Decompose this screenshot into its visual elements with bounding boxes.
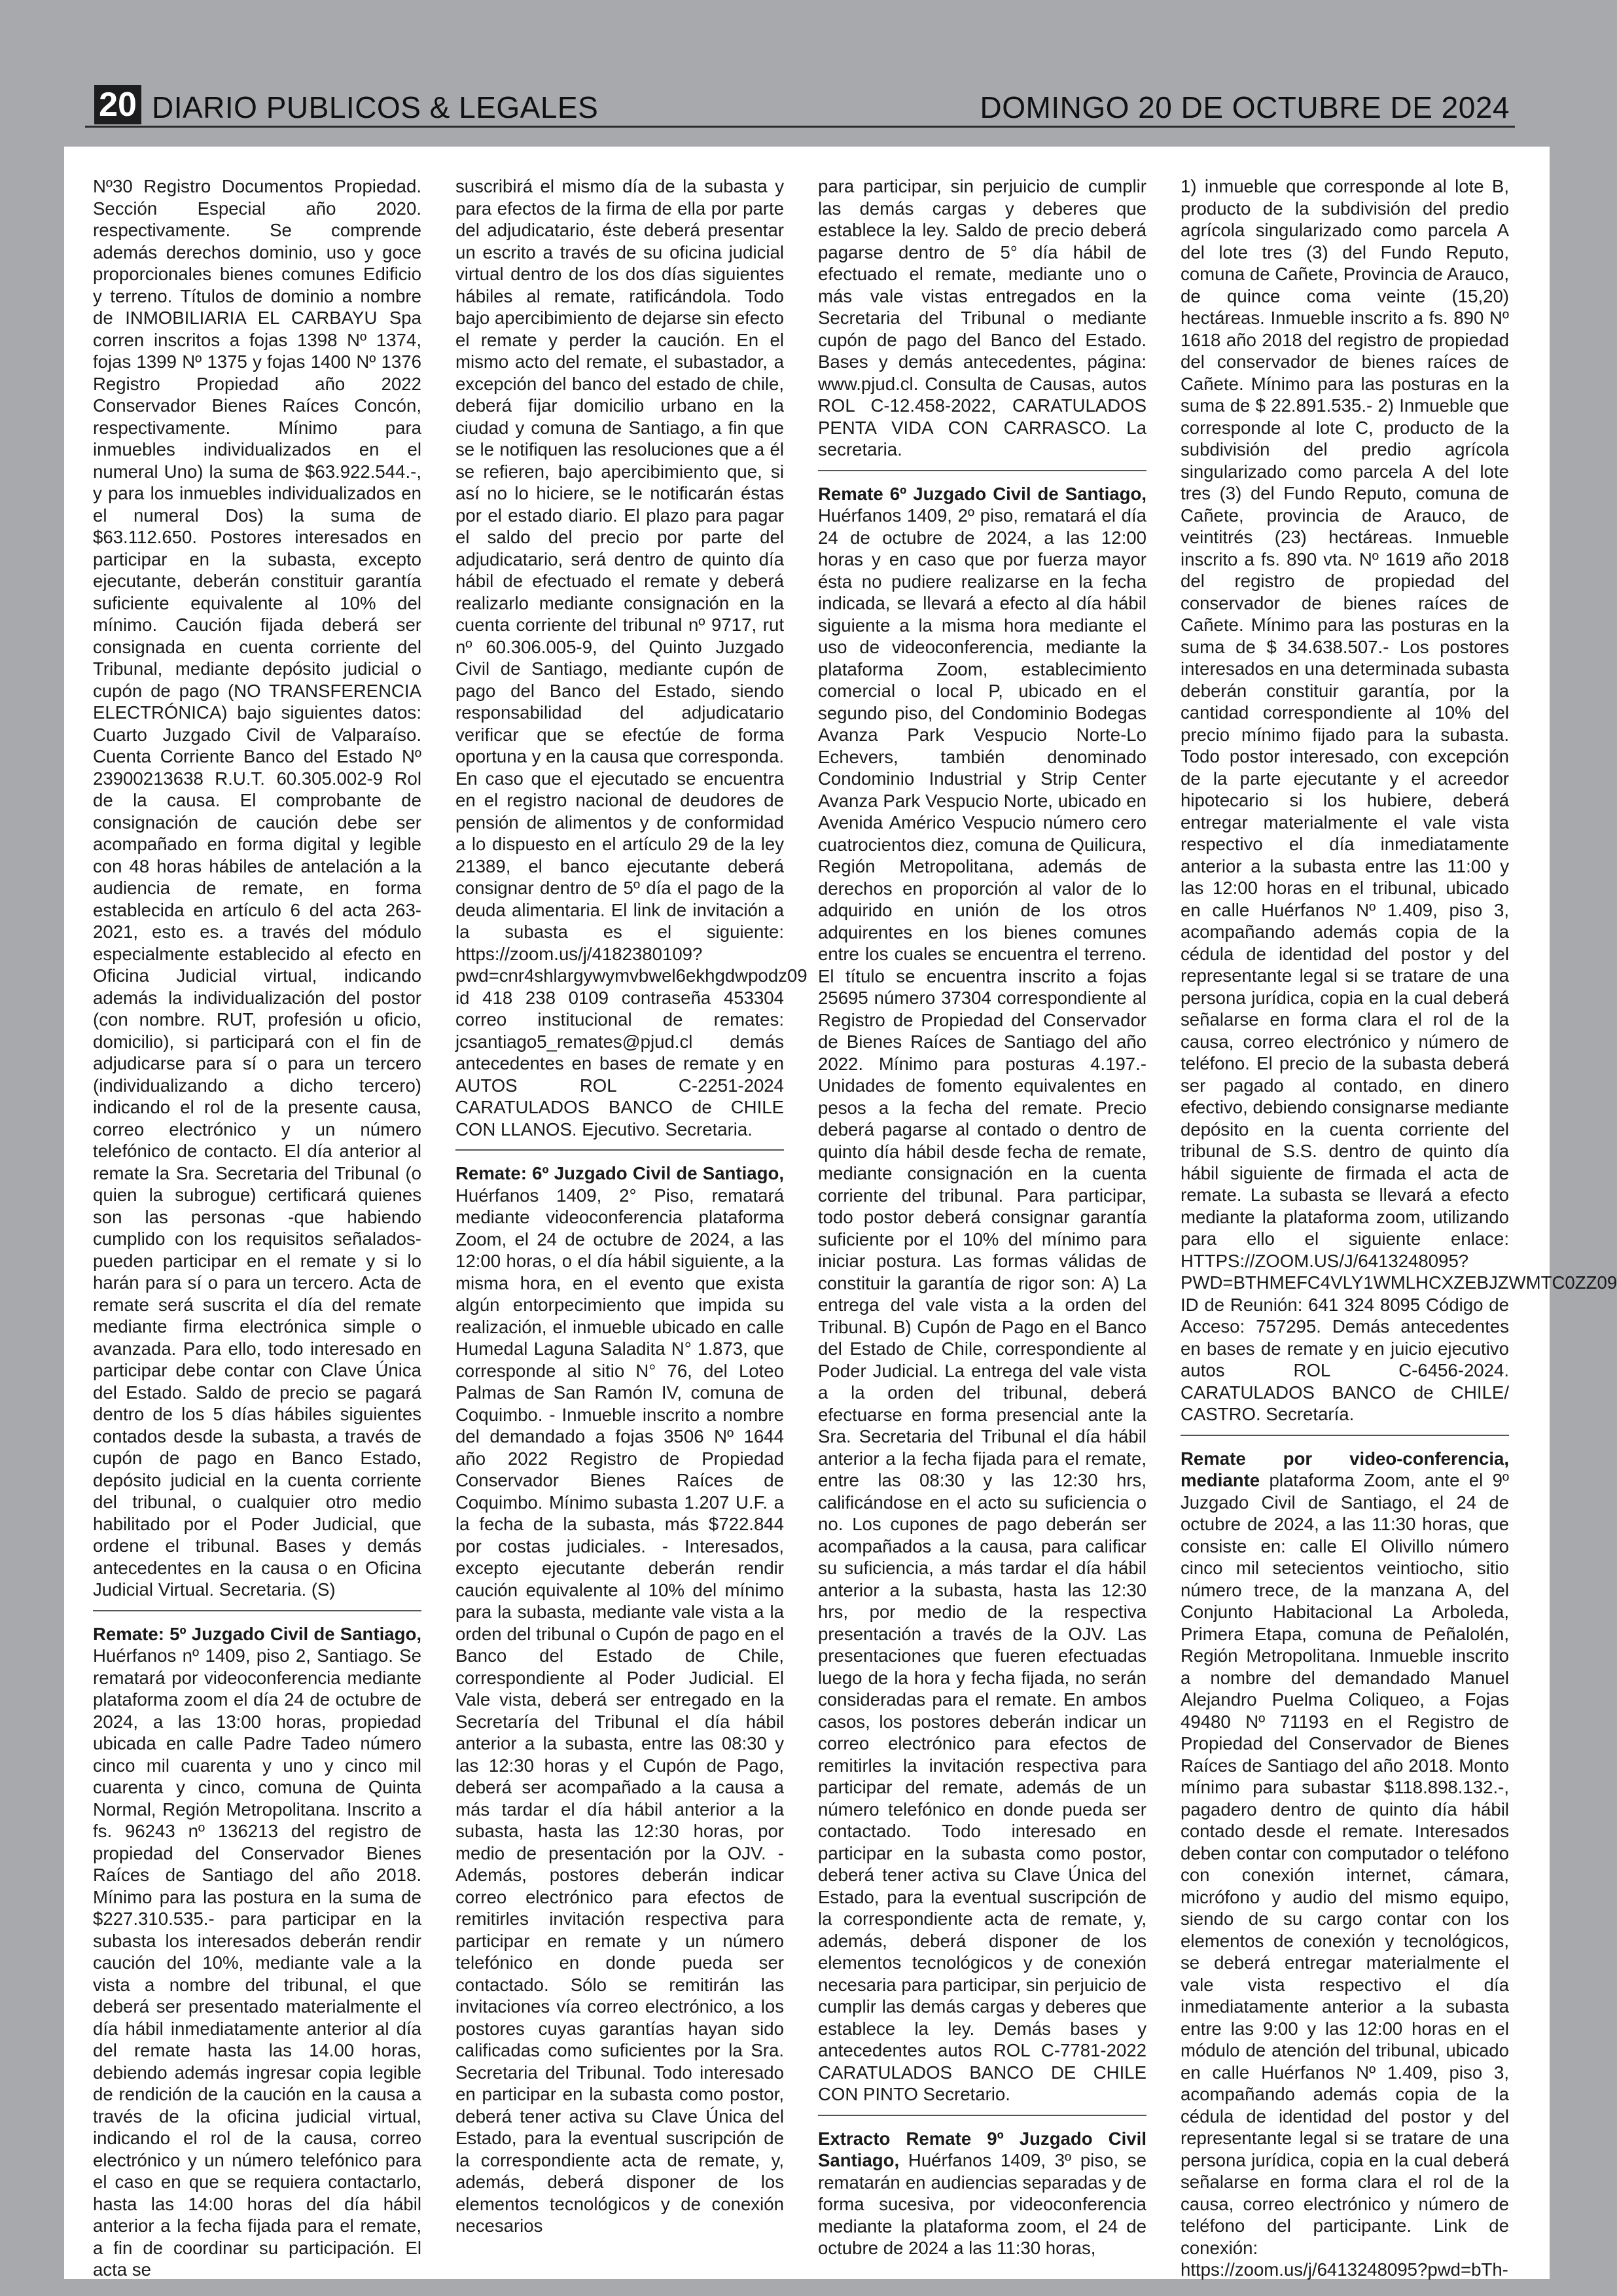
notice-text: Huérfanos nº 1409, piso 2, Santiago. Se rematará por videoconferencia mediante plataforma zoom el día 24 de octubre de 2024, a las 13:00 horas, propiedad ubicada en calle Padre Tadeo número cinco mil cuarenta y uno y cinco mil cuarenta y cinco, comuna de Quinta Normal, Región Metropolitana. Inscrito a fs. 96243 nº 136213 del registro de propiedad del Conservador Bienes Raíces de Santiago del año 2018. Mínimo para las postura en la suma de $227.310.535.- para participar en la subasta los interesados deberán rendir caución del 10%, mediante vale a la vista a nombre del tribunal, el que deberá ser presentado materialmente el día hábil inmediatamente anterior al día del remate hasta las 14.00 horas, debiendo además ingresar copia legible de rendición de la caución en la causa a través de la oficina judicial virtual, indicando el rol de la causa, correo electrónico y un número telefónico para el caso en que se requiera contactarlo, hasta las 14:00 horas del día hábil anterior a la fecha fijada para el remate, a fin de coordinar su participación. El acta se [93,1645,421,2280]
page-content [64,147,1617,2280]
notice-divider [1181,1435,1509,1436]
column-3 [818,175,1146,2270]
notice-heading: Remate: 6º Juzgado Civil de Santiago, [455,1163,784,1183]
notice-text: suscribirá el mismo día de la subasta y para efectos de la firma de ella por parte del adjudicatario, éste deberá presentar un escrito a través de su oficina judicial virtual dentro de los dos días siguientes hábiles al remate, ratificándola. Todo bajo apercibimiento de dejarse sin efecto el remate y perder la caución. En el mismo acto del remate, el subastador, a excepción del banco del estado de chile, deberá fijar domicilio urbano en la ciudad y comuna de Santiago, a fin que se le notifiquen las resoluciones que a él se refieren, bajo apercibimiento que, si así no lo hiciere, se le notificarán éstas por el estado diario. El plazo para pagar el saldo del precio por parte del adjudicatario, será dentro de quinto día hábil de efectuado el remate y deberá realizarlo mediante consignación en la cuenta corriente del tribunal nº 9717, rut nº 60.306.005-9, del Quinto Juzgado Civil de Santiago, mediante cupón de pago del Banco del Estado, siendo responsabilidad del adjudicatario verificar que se efectúe de forma oportuna y en la causa que corresponda. En caso que el ejecutado se encuentra en el registro nacional de deudores de pensión de alimentos y de conformidad a lo dispuesto en el artículo 29 de la ley 21389, el banco ejecutante deberá consignar dentro de 5º día el pago de la deuda alimentaria. El link de invitación a la subasta es el siguiente: https://zoom.us/j/4182380109?pwd=cnr4shlargywymvbwel6ekhgdwpodz09 id 418 238 0109 contraseña 453304 correo institucional de remates: jcsantiago5_remates@pjud.cl demás antecedentes en bases de remate y en AUTOS ROL C-2251-2024 CARATULADOS BANCO de CHILE CON LLANOS. Ejecutivo. Secretaria. [455,176,808,1139]
notice-text: Huérfanos 1409, 3º piso, se rematarán en audiencias separadas y de forma sucesiva, por videoconferencia mediante la plataforma zoom, el 24 de octubre de 2024 a las 11:30 horas, [818,2150,1146,2258]
publication-title: DIARIO PUBLICOS & LEGALES [152,90,599,124]
publication-date: DOMINGO 20 DE OCTUBRE DE 2024 [980,90,1510,124]
page-number: 20 [94,85,141,124]
legal-notice [455,1162,784,2237]
notice-heading: Remate por video-conferencia, mediante [1181,1448,1509,1490]
notice-heading: Remate: 5º Juzgado Civil de Santiago, [93,1623,421,1644]
page-header [85,85,1515,128]
notice-divider [93,1610,421,1611]
legal-notice [818,2128,1146,2259]
column-4 [1181,175,1617,2280]
legal-notice [1181,1448,1509,2281]
notice-divider [455,1149,784,1151]
notice-text: Huérfanos 1409, 2° Piso, rematará mediante videoconferencia plataforma Zoom, el 24 de octubre de 2024, a las 12:00 horas, o el día hábil siguiente, a la misma hora, en el evento que exista algún entorpecimiento que impida su realización, el inmueble ubicado en calle Humedal Laguna Saladita N° 1.873, que corresponde al sitio N° 76, del Loteo Palmas de San Ramón IV, comuna de Coquimbo. - Inmueble inscrito a nombre del demandado a fojas 3506 Nº 1644 año 2022 Registro de Propiedad Conservador Bienes Raíces de Coquimbo. Mínimo subasta 1.207 U.F. a la fecha de la subasta, más $722.844 por costas judiciales. - Interesados, excepto ejecutante deberán rendir caución equivalente al 10% del mínimo para la subasta, mediante vale vista a la orden del tribunal o Cupón de pago en el Banco del Estado de Chile, correspondiente al Poder Judicial. El Vale vista, deberá ser entregado en la Secretaría del Tribunal el día hábil anterior a la subasta, entre las 08:30 y las 12:30 horas y el Cupón de Pago, deberá ser acompañado a la causa a más tardar el día hábil anterior a la subasta, hasta las 12:30 horas, por medio de presentación por la OJV. - Además, postores deberán indicar correo electrónico para efectos de remitirles invitación respectiva para participar en remate y un número telefónico en donde pueda ser contactado. Sólo se remitirán las invitaciones vía correo electrónico, a los postores cuyas garantías hayan sido calificadas como suficientes por la Sra. Secretaria del Tribunal. Todo interesado en participar en la subasta como postor, deberá tener activa su Clave Única del Estado, para la eventual suscripción de la correspondiente acta de remate, y, además, deberá disponer de los elementos tecnológicos y de conexión necesarios [455,1185,784,2236]
notice-text: Huérfanos 1409, 2º piso, rematará el día 24 de octubre de 2024, a las 12:00 horas y en caso que por fuerza mayor ésta no pudiere realizarse en la fecha indicada, se llevará a efecto al día hábil siguiente a la misma hora mediante el uso de videoconferencia, mediante la plataforma Zoom, establecimiento comercial o local P, ubicado en el segundo piso, del Condominio Bodegas Avanza Park Vespucio Norte-Lo Echevers, también denominado Condominio Industrial y Strip Center Avanza Park Vespucio Norte, ubicado en Avenida Américo Vespucio número cero cuatrocientos diez, comuna de Quilicura, Región Metropolitana, además de derechos en proporción al valor de lo adquirido en unión de los otros adquirentes en los bienes comunes entre los cuales se encuentra el terreno. El título se encuentra inscrito a fojas 25695 número 37304 correspondiente al Registro de Propiedad del Conservador de Bienes Raíces de Santiago del año 2022. Mínimo para posturas 4.197.- Unidades de fomento equivalentes en pesos a la fecha del remate. Precio deberá pagarse al contado o dentro de quinto día hábil desde fecha de remate, mediante consignación en la cuenta corriente del tribunal. Para participar, todo postor deberá consignar garantía suficiente por el 10% del mínimo para iniciar postura. Las formas válidas de constituir la garantía de rigor son: A) La entrega del vale vista a la orden del Tribunal. B) Cupón de Pago en el Banco del Estado de Chile, correspondiente al Poder Judicial. La entrega del vale vista a la orden del tribunal, deberá efectuarse en forma presencial ante la Sra. Secretaria del Tribunal el día hábil anterior a la fecha fijada para el remate, entre las 08:30 y las 12:30 hrs, calificándose en el acto su suficiencia o no. Los cupones de pago deberán ser acompañados a la causa, para calificar su suficiencia, a más tardar el día hábil anterior a la subasta, hasta las 12:30 hrs, por medio de la respectiva presentación a través de la OJV. Las presentaciones que fueren efectuadas luego de la hora y fecha fijada, no serán consideradas para el remate. En ambos casos, los postores deberán indicar un correo electrónico para efectos de remitirles la invitación respectiva para participar del remate, además de un número telefónico en donde pueda ser contactado. Todo interesado en participar en la subasta como postor, deberá tener activa su Clave Única del Estado, para la eventual suscripción de la correspondiente acta de remate, y, además, deberá disponer de los elementos tecnológicos y de conexión necesaria para participar, sin perjuicio de cumplir las demás cargas y deberes que establece la ley. Demás bases y antecedentes autos ROL C-7781-2022 CARATULADOS BANCO DE CHILE CON PINTO Secretario. [818,505,1146,2104]
notice-text: Nº30 Registro Documentos Propiedad. Sección Especial año 2020. respectivamente. Se comprende además derechos dominio, uso y goce proporcionales bienes comunes Edificio y terreno. Títulos de dominio a nombre de INMOBILIARIA EL CARBAYU Spa corren inscritos a fojas 1398 Nº 1374, fojas 1399 Nº 1375 y fojas 1400 Nº 1376 Registro Propiedad año 2022 Conservador Bienes Raíces Concón, respectivamente. Mínimo para inmuebles individualizados en el numeral Uno) la suma de $63.922.544.-, y para los inmuebles individualizados en el numeral Dos) la suma de $63.112.650. Postores interesados en participar en la subasta, excepto ejecutante, deberán constituir garantía suficiente equivalente al 10% del mínimo. Caución fijada deberá ser consignada en cuenta corriente del Tribunal, mediante depósito judicial o cupón de pago (NO TRANSFERENCIA ELECTRÓNICA) bajo siguientes datos: Cuarto Juzgado Civil de Valparaíso. Cuenta Corriente Banco del Estado Nº 23900213638 R.U.T. 60.305.002-9 Rol de la causa. El comprobante de consignación de caución debe ser acompañado en forma digital y legible con 48 horas hábiles de antelación a la audiencia de remate, en forma establecida en artículo 6 del acta 263-2021, esto es. a través del módulo especialmente establecido al efecto en Oficina Judicial virtual, indicando además la individualización del postor (con nombre. RUT, profesión u oficio, domicilio), si participará con el fin de adjudicarse para sí o para un tercero (individualizando a dicho tercero) indicando el rol de la presente causa, correo electrónico y un número telefónico de contacto. El día anterior al remate la Sra. Secretaria del Tribunal (o quien la subrogue) certificará quienes son las personas -que habiendo cumplido con los requisitos señalados- pueden participar en el remate y si lo harán para sí o para un tercero. Acta de remate será suscrita el día del remate mediante firma electrónica simple o avanzada. Para ello, todo interesado en participar debe contar con Clave Única del Estado. Saldo de precio se pagará dentro de los 5 días hábiles siguientes contados desde la subasta, a través de cupón de pago en Banco Estado, depósito judicial en la cuenta corriente del tribunal, o cualquier otro medio habilitado por el Poder Judicial, que ordene el tribunal. Bases y demás antecedentes en la causa o en Oficina Judicial Virtual. Secretaria. (S) [93,176,421,1600]
notice-divider [818,2115,1146,2116]
notice-heading: Extracto Remate 9º Juzgado Civil Santiago, [818,2128,1146,2170]
notice-heading: Remate 6º Juzgado Civil de Santiago, [818,483,1146,504]
legal-notice [818,483,1146,2106]
notice-text: para participar, sin perjuicio de cumplir las demás cargas y deberes que establece la ley. Saldo de precio deberá pagarse dentro de 5° día hábil de efectuado el remate, mediante uno o más vale vistas entregados en la Secretaria del Tribunal o mediante cupón de pago del Banco del Estado. Bases y demás antecedentes, página: www.pjud.cl. Consulta de Causas, autos ROL C-12.458-2022, CARATULADOS PENTA VIDA CON CARRASCO. La secretaria. [818,176,1146,459]
notice-divider [818,470,1146,471]
legal-notice [93,1623,421,2281]
column-2 [455,175,808,2270]
column-1 [93,175,421,2280]
notice-text: plataforma Zoom, ante el 9º Juzgado Civil de Santiago, el 24 de octubre de 2024, a las 11:30 horas, que consiste en: calle El Olivillo número cinco mil setecientos veintiocho, sitio número trece, de la manzana A, del Conjunto Habitacional La Arboleda, Primera Etapa, comuna de Peñalolén, Región Metropolitana. Inmueble inscrito a nombre del demandado Manuel Alejandro Puelma Coliqueo, a Fojas 49480 Nº 71193 en el Registro de Propiedad del Conservador de Bienes Raíces de Santiago del año 2018. Monto mínimo para subastar $118.898.132.-, pagadero dentro de quinto día hábil contado desde el remate. Interesados deben contar con computador o teléfono con conexión internet, cámara, micrófono y audio del mismo equipo, siendo de su cargo contar con los elementos de conexión y tecnológicos, se deberá entregar materialmente el vale vista respectivo el día inmediatamente anterior a la subasta entre las 9:00 y las 12:00 horas en el módulo de atención del tribunal, ubicado en calle Huérfanos Nº 1.409, piso 3, acompañando además copia de la cédula de identidad del postor y del representante legal si se tratare de una persona jurídica, copia en la cual deberá señalarse en forma clara el rol de la causa, correo electrónico y número de teléfono del participante. Link de conexión: https://zoom.us/j/6413248095?pwd=bTh- [1181,1470,1509,2280]
notice-text: 1) inmueble que corresponde al lote B, producto de la subdivisión del predio agrícola singularizado como parcela A del lote tres (3) del Fundo Reputo, comuna de Cañete, Provincia de Arauco, de quince coma veinte (15,20) hectáreas. Inmueble inscrito a fs. 890 Nº 1618 año 2018 del registro de propiedad del conservador de bienes raíces de Cañete. Mínimo para las posturas en la suma de $ 22.891.535.- 2) Inmueble que corresponde al lote C, producto de la subdivisión del predio agrícola singularizado como parcela A del lote tres (3) del Fundo Reputo, comuna de Cañete, provincia de Arauco, de veintitrés (23) hectáreas. Inmueble inscrito a fs. 890 vta. Nº 1619 año 2018 del registro de propiedad del conservador de bienes raíces de Cañete. Mínimo para las posturas en la suma de $ 34.638.507.- Los postores interesados en una determinada subasta deberán constituir garantía, por la cantidad correspondiente al 10% del precio mínimo fijado para la subasta. Todo postor interesado, con excepción de la parte ejecutante y el acreedor hipotecario si los hubiere, deberá entregar materialmente el vale vista respectivo el día inmediatamente anterior a la subasta entre las 11:00 y las 12:00 horas en el tribunal, ubicado en calle Huérfanos Nº 1.409, piso 3, acompañando además copia de la cédula de identidad del postor y del representante legal si se tratare de una persona jurídica, copia en la cual deberá señalarse en forma clara el rol de la causa, correo electrónico y número de teléfono. El precio de la subasta deberá ser pagado al contado, en dinero efectivo, debiendo consignarse mediante depósito en la cuenta corriente del tribunal de S.S. dentro de quinto día hábil siguiente de firmada el acta de remate. La subasta se llevará a efecto mediante la plataforma zoom, utilizando para ello el siguiente enlace: HTTPS://ZOOM.US/J/6413248095?PWD=BTHMEFC4VLY1WMLHCXZEBJZWMTC0ZZ09 ID de Reunión: 641 324 8095 Código de Acceso: 757295. Demás antecedentes en bases de remate y en juicio ejecutivo autos ROL C-6456-2024. CARATULADOS BANCO de CHILE/ CASTRO. Secretaría. [1181,176,1617,1424]
